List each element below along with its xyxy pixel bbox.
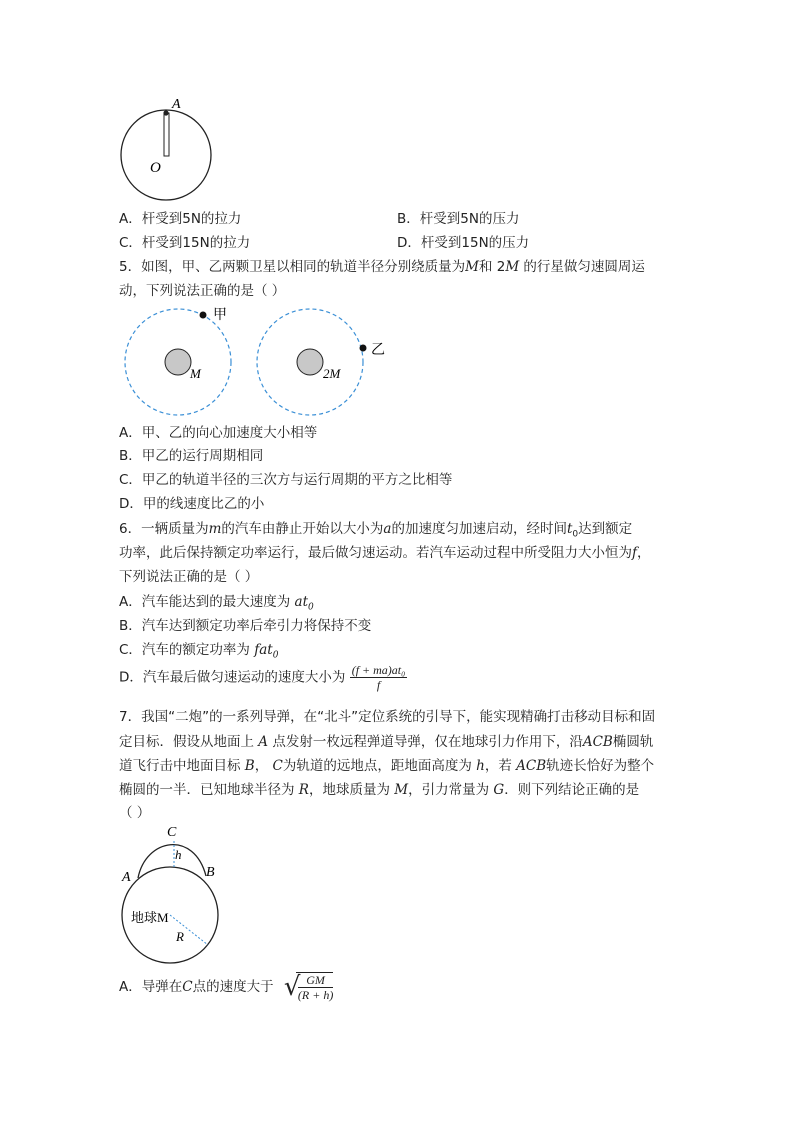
q5-option-c[interactable]: C．甲乙的轨道半径的三次方与运行周期的平方之比相等 [119,472,453,488]
rod [164,113,169,156]
satellite-orbits-figure [118,305,398,420]
q5-option-a[interactable]: A．甲、乙的向心加速度大小相等 [119,425,318,441]
q5-stem-line-1: 5．如图，甲、乙两颗卫星以相同的轨道半径分别绕质量为M和 2M 的行星做匀速圆周运 [119,259,645,275]
planet-m [165,349,191,375]
q6-stem-line-3: 下列说法正确的是（ ） [119,569,259,585]
q6-option-c[interactable]: C．汽车的额定功率为 fat$_0$ [119,642,279,661]
sqrt-expression: √ $\frac{GM}{(R + h)}$ [283,972,334,1002]
q6-option-a[interactable]: A．汽车能达到的最大速度为 $at_0$ [119,594,314,613]
satellite-yi-dot [360,345,367,352]
q6-stem-line-2: 功率，此后保持额定功率运行，最后做匀速运动。若汽车运动过程中所受阻力大小恒为f， [119,545,651,561]
q7-stem-line-3: 道飞行击中地面目标 B， C为轨道的远地点，距地面高度为 h，若 ACB轨迹长恰好为整个 [119,758,655,774]
q4-option-a[interactable]: A．杆受到5N的拉力 [119,211,242,227]
q4-option-b[interactable]: B．杆受到5N的压力 [397,211,520,227]
speed-fraction: $\frac{\text{(f + ma)at₀}}{f}$ [351,663,406,692]
trajectory-acb [138,845,206,878]
point-a-dot [163,110,168,115]
label-yi: 乙 [371,343,385,358]
label-a: A [122,870,131,885]
label-planet-m: M [190,366,201,381]
label-b: B [206,865,215,880]
planet-2m [297,349,323,375]
q7-stem-line-1: 7．我国“二炮”的一系列导弹，在“北斗”定位系统的引导下，能实现精确打击移动目标和固 [119,709,656,725]
missile-trajectory-figure [118,820,228,970]
q5-option-b[interactable]: B．甲乙的运行周期相同 [119,448,264,464]
q5-option-d[interactable]: D．甲的线速度比乙的小 [119,496,265,512]
q5-stem-line-2: 动，下列说法正确的是（ ） [119,283,286,299]
q7-stem-line-5: （ ） [119,805,151,821]
label-c: C [167,825,177,840]
q6-stem-line-1: 6．一辆质量为m的汽车由静止开始以大小为a的加速度匀加速启动，经时间$t_0$达到额定 [119,521,633,540]
q4-option-c[interactable]: C．杆受到15N的拉力 [119,235,251,251]
q7-stem-line-4: 椭圆的一半．已知地球半径为 R，地球质量为 M，引力常量为 G．则下列结论正确的是 [119,782,640,798]
sqrt-sign-icon: √ [283,972,301,1002]
label-earth-m: 地球M [131,910,169,925]
label-h: h [175,847,182,862]
label-jia: 甲 [213,308,227,323]
q7-option-a[interactable]: A．导弹在C点的速度大于 √ $\frac{GM}{(R + h)}$ [119,972,334,1002]
rod-circle-figure [118,95,218,205]
label-a: A [172,97,181,112]
label-o: O [150,160,161,176]
satellite-jia-dot [200,312,207,319]
q6-option-d[interactable]: D．汽车最后做匀速运动的速度大小为 $\frac{\text{(f + ma)at₀}}{f}$ [119,663,406,692]
label-r: R [176,929,184,944]
q4-option-d[interactable]: D．杆受到15N的压力 [397,235,530,251]
q7-stem-line-2: 定目标．假设从地面上 A 点发射一枚远程弹道导弹，仅在地球引力作用下，沿ACB椭圆轨 [119,734,654,750]
q6-option-b[interactable]: B．汽车达到额定功率后牵引力将保持不变 [119,618,372,634]
label-planet-2m: 2M [323,366,341,381]
